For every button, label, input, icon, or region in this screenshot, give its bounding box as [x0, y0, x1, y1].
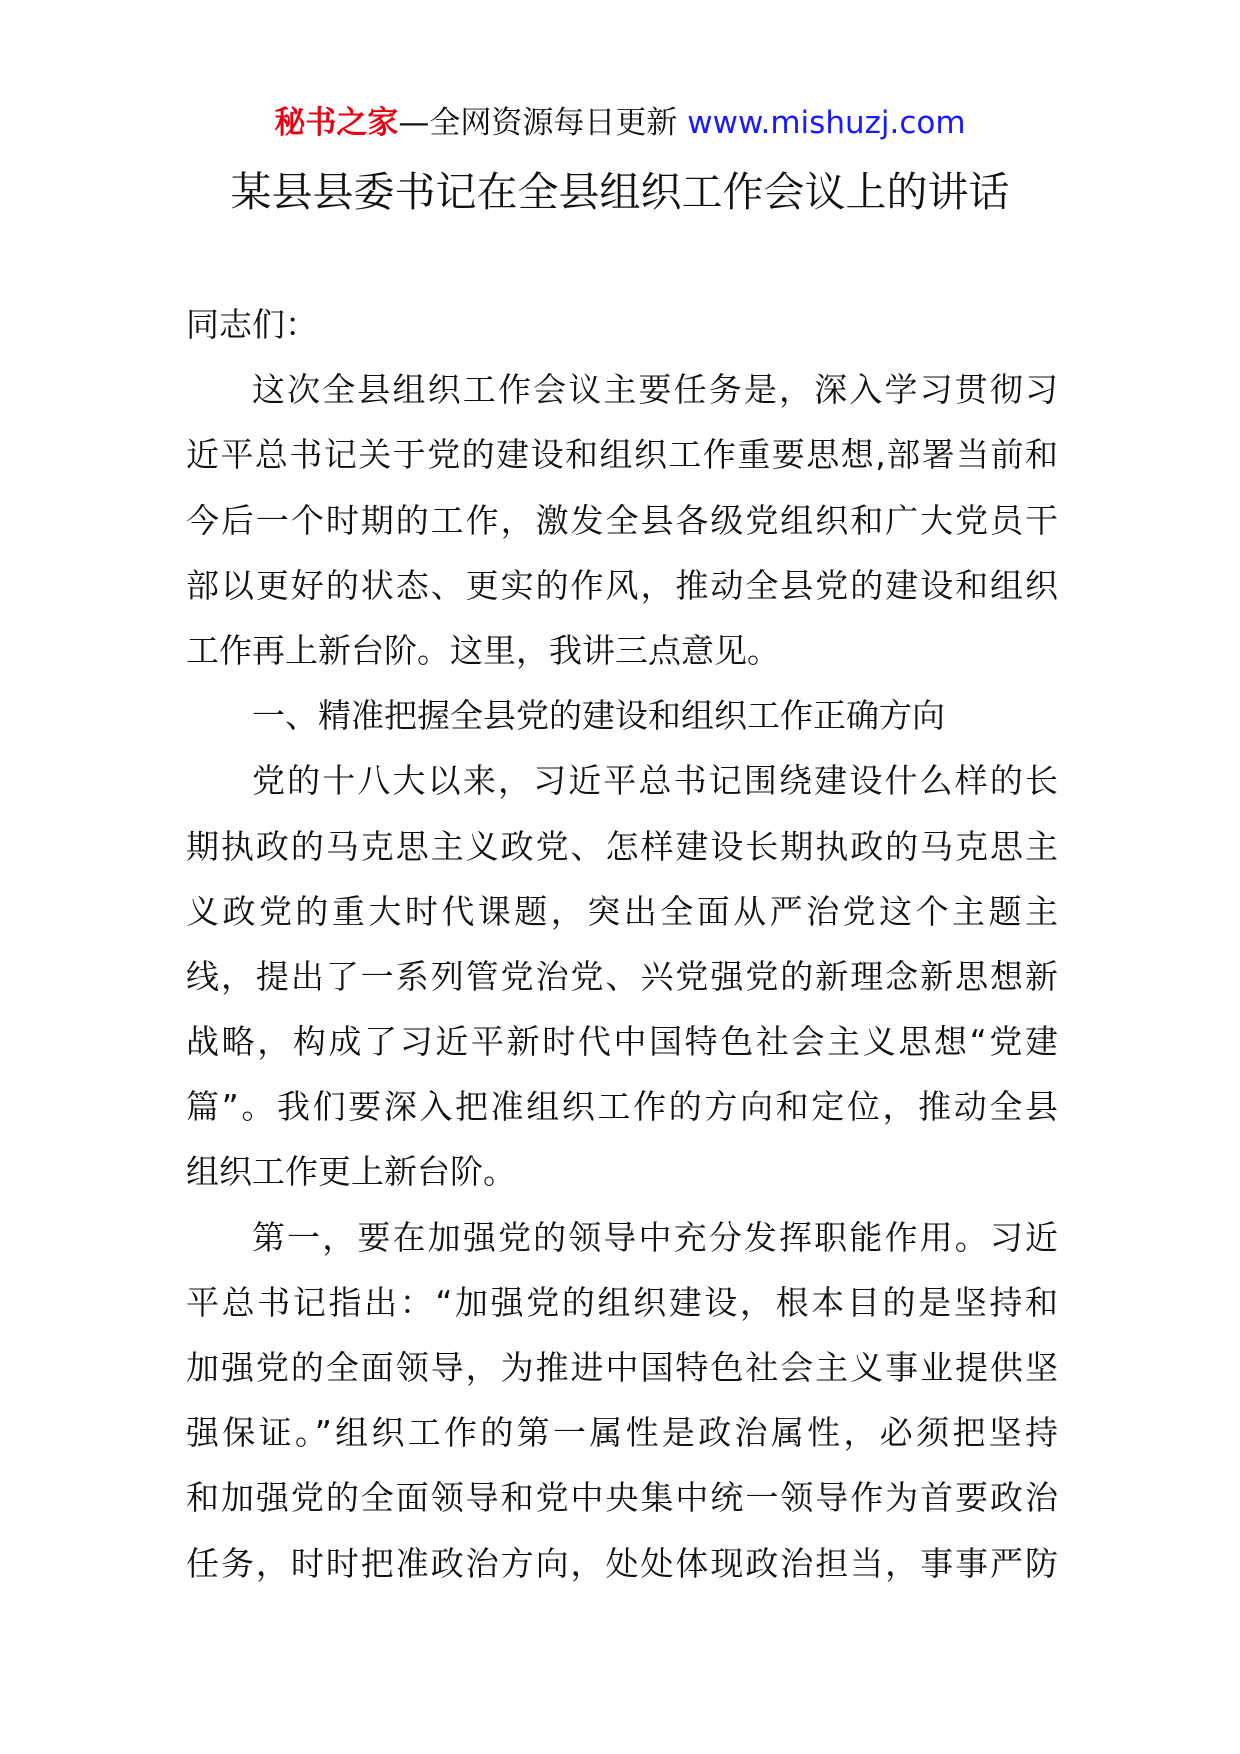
site-tagline: —全网资源每日更新 — [398, 105, 688, 141]
body-text-line: 义政党的重大时代课题，突出全面从严治党这个主题主 — [186, 891, 1058, 931]
body-text-line: 近平总书记关于党的建设和组织工作重要思想,部署当前和 — [186, 435, 1058, 475]
body-text-line: 同志们： — [186, 305, 318, 344]
body-text-line: 今后一个时期的工作，激发全县各级党组织和广大党员干 — [186, 500, 1058, 540]
document-body — [186, 292, 1058, 1596]
body-text-line: 任务，时时把准政治方向，处处体现政治担当，事事严防 — [186, 1543, 1058, 1583]
body-text-line: 工作再上新台阶。这里，我讲三点意见。 — [186, 630, 780, 670]
body-text-line: 部以更好的状态、更实的作风，推动全县党的建设和组织 — [186, 565, 1058, 605]
body-text-line: 强保证。”组织工作的第一属性是政治属性，必须把坚持 — [186, 1413, 1058, 1453]
body-text-line: 线，提出了一系列管党治党、兴党强党的新理念新思想新 — [186, 956, 1058, 996]
body-text-line: 和加强党的全面领导和党中央集中统一领导作为首要政治 — [186, 1478, 1058, 1518]
site-url-link[interactable]: www.mishuzj.com — [687, 105, 966, 141]
body-text-line: 这次全县组织工作会议主要任务是，深入学习贯彻习 — [252, 370, 1058, 410]
body-text-line: 加强党的全面领导，为推进中国特色社会主义事业提供坚 — [186, 1348, 1058, 1387]
body-text-line: 平总书记指出：“加强党的组织建设，根本目的是坚持和 — [186, 1282, 1058, 1322]
brand-name: 秘书之家 — [274, 105, 399, 141]
body-text-line: 期执政的马克思主义政党、怎样建设长期执政的马克思主 — [186, 826, 1058, 866]
body-text-line: 一、精准把握全县党的建设和组织工作正确方向 — [252, 696, 945, 736]
body-text-line: 第一，要在加强党的领导中充分发挥职能作用。习近 — [252, 1217, 1058, 1257]
document-title: 某县县委书记在全县组织工作会议上的讲话 — [230, 168, 1010, 216]
site-header — [0, 98, 1240, 148]
body-text-line: 战略，构成了习近平新时代中国特色社会主义思想“党建 — [186, 1022, 1058, 1062]
body-text-line: 党的十八大以来，习近平总书记围绕建设什么样的长 — [252, 761, 1058, 801]
body-text-line: 组织工作更上新台阶。 — [186, 1152, 516, 1192]
body-text-line: 篇”。我们要深入把准组织工作的方向和定位，推动全县 — [186, 1087, 1058, 1127]
